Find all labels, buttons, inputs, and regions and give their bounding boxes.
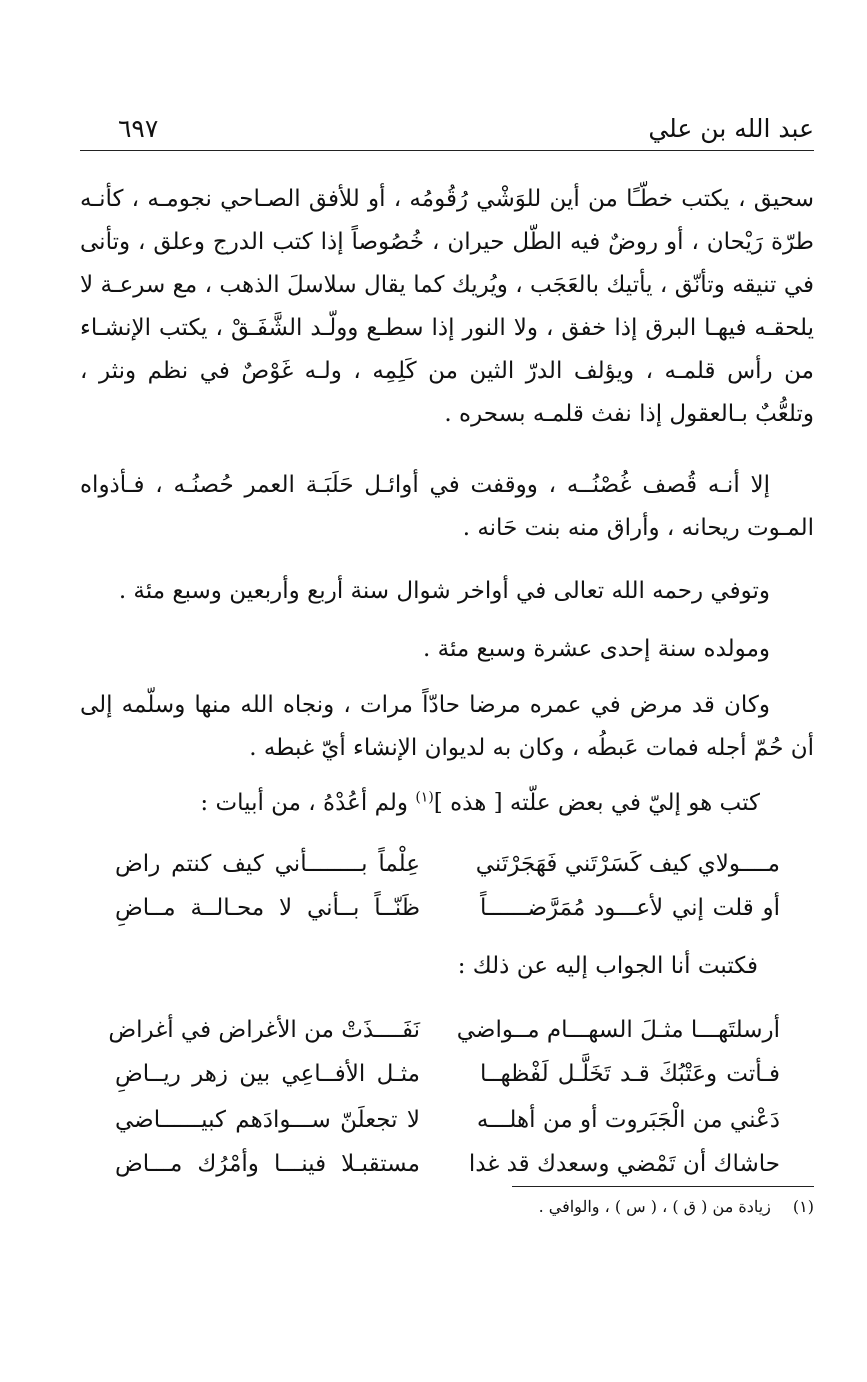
verse-line <box>115 1142 780 1186</box>
paragraph: إلا أنـه قُصف غُصْنُــه ، ووقفت في أوائـل حَلَبَـة العمر حُصنُـه ، فـأذواه المـوت ريحانه ، وأراق منه بنت حَانه . <box>80 472 814 541</box>
verse-line <box>115 1052 780 1096</box>
verse-first-hemistich: أو قلت إني لأعـــود مُمَرَّضــــــاً <box>480 895 780 921</box>
footnote-text: زيادة من ( ق ) ، ( س ) ، والوافي . <box>538 1197 771 1216</box>
footnote-number: (١) <box>792 1197 814 1216</box>
paragraph: ومولده سنة إحدى عشرة وسبع مئة . <box>423 636 770 662</box>
verse-first-hemistich: حاشاك أن تَمْضي وسعدك قد غدا <box>468 1151 780 1177</box>
paragraph: سحيق ، يكتب خطّـًا من أين للوَشْي رُقُومُه ، أو للأفق الصـاحي نجومـه ، كأنـه طرّة رَيْحان ، أو روضٌ فيه الطّل حيران ، خُصُوصاً إذا كتب الدرج وعلق ، وتأنى في تنيقه وتأنّق ، يأتيك بالعَجَب ، ويُريك كما يقال سلاسلَ الذهب ، مع سرعـة لا يلحقـه فيهـا البرق إذا خفق ، ولا النور إذا سطـع وولّـد الشَّفَـقْ ، يكتب الإنشـاء من رأس قلمـه ، ويؤلف الدرّ الثين من كَلِمِه ، ولـه غَوْصٌ في نظم ونثر ، وتلعُّبٌ بـالعقول إذا نفث قلمـه بسحره . <box>80 186 814 427</box>
verse-second-hemistich: نَفَــــذَتْ من الأغراض في أغراض <box>108 1017 420 1043</box>
footnote-reference: (١) <box>415 789 434 806</box>
footnote-divider <box>512 1186 814 1187</box>
verse-second-hemistich: عِلْماً بــــــــأني كيف كنتم راض <box>115 851 420 877</box>
verse-first-hemistich: دَعْني من الْجَبَروت أو من أهلـــه <box>476 1107 780 1133</box>
paragraph: وتوفي رحمه الله تعالى في أواخر شوال سنة أربع وأربعين وسبع مئة . <box>118 578 770 604</box>
running-title: عبد الله بن علي <box>648 114 814 143</box>
verse-second-hemistich: لا تجعلَنّ ســـوادَهم كبيــــــاضي <box>115 1107 420 1133</box>
footnote <box>539 1194 814 1220</box>
verse-line <box>108 1008 780 1052</box>
verse-line <box>115 1098 780 1142</box>
verse-first-hemistich: مــــولاي كيف كَسَرْتَني فَهَجَرْتَني <box>475 851 780 877</box>
reply-intro: فكتبت أنا الجواب إليه عن ذلك : <box>457 953 758 979</box>
verse-line <box>115 842 780 886</box>
verse-first-hemistich: فـأتت وعَتْبُكَ قـد تَخَلَّـل لَفْظهــا <box>480 1061 780 1087</box>
verse-first-hemistich: أرسلتَهـــا مثـلَ السهـــام مــواضي <box>456 1017 780 1043</box>
page-number: ٦٩٧ <box>118 114 159 143</box>
verse-second-hemistich: ظَنّــاً بــأني لا محـالــة مــاضِ <box>115 895 420 921</box>
letter-intro <box>80 782 814 825</box>
verse-line <box>115 886 780 930</box>
verse-second-hemistich: مثـل الأفــاعِي بين زهر ريــاضِ <box>115 1061 420 1087</box>
paragraph: وكان قد مرض في عمره مرضا حادّاً مرات ، ونجاه الله منها وسلّمه إلى أن حُمّ أجله فمات عَبطُه ، وكان به لديوان الإنشاء أيّ غبطه . <box>80 692 814 761</box>
running-header <box>80 110 814 151</box>
letter-intro-text-end: ولم أعُدْهُ ، من أبيات : <box>200 790 416 816</box>
verse-second-hemistich: مستقبـلا فينـــا وأمْرُك مـــاض <box>115 1151 420 1177</box>
letter-intro-text: كتب هو إليّ في بعض علّته [ هذه ] <box>433 790 760 816</box>
